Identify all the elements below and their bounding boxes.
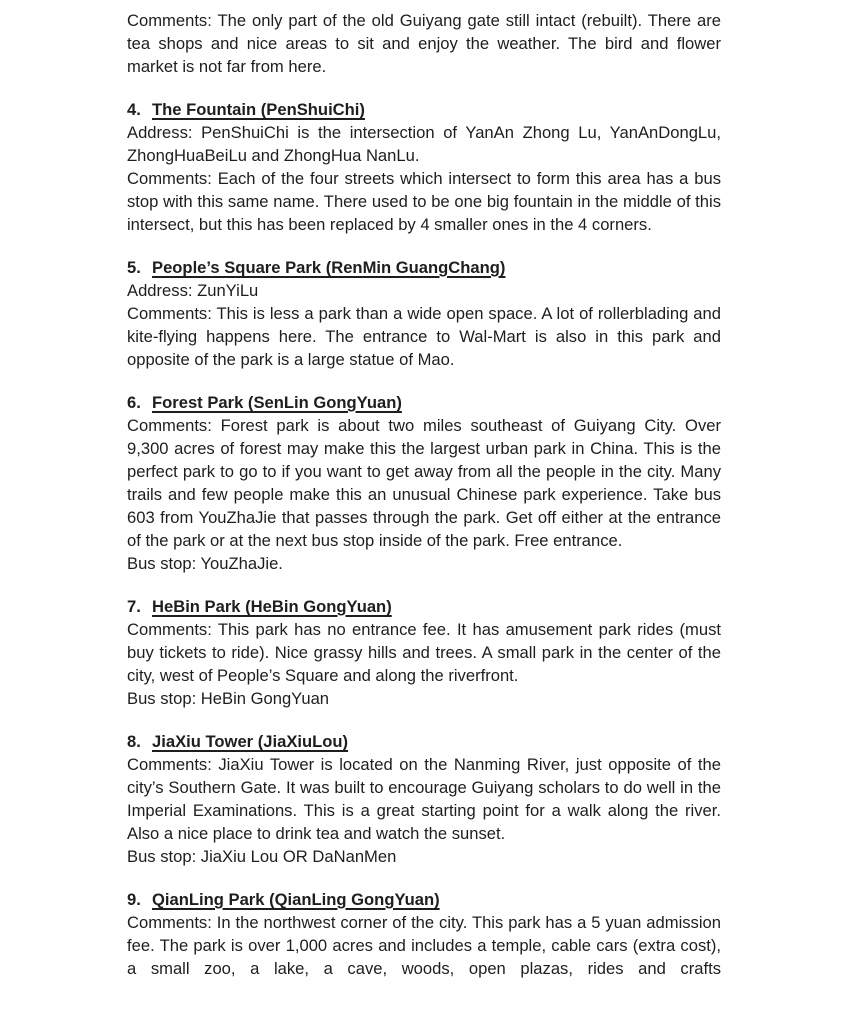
section-title: Forest Park (SenLin GongYuan)	[152, 393, 402, 412]
comments-paragraph: Comments: This park has no entrance fee. It has amusement park rides (must buy tickets to ride). Nice grassy hills and trees. A small park in the center of the city, west of People’s Square and along the riverfront.	[127, 620, 721, 685]
section-forest-park	[127, 391, 721, 575]
section-heading	[127, 391, 721, 414]
bus-stop-line: Bus stop: HeBin GongYuan	[127, 689, 330, 708]
section-title: HeBin Park (HeBin GongYuan)	[152, 597, 392, 616]
section-qianling-park	[127, 888, 721, 980]
comments-paragraph: Comments: Forest park is about two miles southeast of Guiyang City. Over 9,300 acres of forest may make this the largest urban park in China. This is the perfect park to go to if you want to get away from all the people in the city. Many trails and few people make this an unusual Chinese park experience. Take bus 603 from YouZhaJie that passes through the park. Get off either at the entrance of the park or at the next bus stop inside of the park. Free entrance.	[127, 416, 721, 550]
address-line: Address: ZunYiLu	[127, 281, 259, 300]
section-number: 9.	[127, 890, 141, 909]
section-hebin-park	[127, 595, 721, 710]
comments-paragraph: Comments: Each of the four streets which intersect to form this area has a bus stop with this same name. There used to be one big fountain in the middle of this intersect, but this has been replaced by 4 smaller ones in the 4 corners.	[127, 169, 721, 234]
comments-paragraph: Comments: In the northwest corner of the city. This park has a 5 yuan admission fee. The park is over 1,000 acres and includes a temple, cable cars (extra cost), a small zoo, a lake, a cave, woods, open plazas, rides and crafts	[127, 913, 721, 978]
section-the-fountain	[127, 98, 721, 236]
address-line: Address: PenShuiChi is the intersection of YanAn Zhong Lu, YanAnDongLu, ZhongHuaBeiLu and ZhongHua NanLu.	[127, 123, 721, 165]
section-heading	[127, 730, 721, 753]
bus-stop-line: Bus stop: YouZhaJie.	[127, 554, 283, 573]
section-number: 8.	[127, 732, 141, 751]
comments-paragraph: Comments: This is less a park than a wide open space. A lot of rollerblading and kite-flying happens here. The entrance to Wal-Mart is also in this park and opposite of the park is a large statue of Mao.	[127, 304, 721, 369]
section-title: People’s Square Park (RenMin GuangChang)	[152, 258, 506, 277]
section-heading	[127, 256, 721, 279]
comments-paragraph: Comments: JiaXiu Tower is located on the Nanming River, just opposite of the city’s Southern Gate. It was built to encourage Guiyang scholars to do well in the Imperial Examinations. This is a great starting point for a walk along the river. Also a nice place to drink tea and watch the sunset.	[127, 755, 721, 843]
section-peoples-square-park	[127, 256, 721, 371]
bus-stop-line: Bus stop: JiaXiu Lou OR DaNanMen	[127, 847, 397, 866]
intro-comments-paragraph: Comments: The only part of the old Guiyang gate still intact (rebuilt). There are tea shops and nice areas to sit and enjoy the weather. The bird and flower market is not far from here.	[127, 11, 721, 76]
section-heading	[127, 888, 721, 911]
section-number: 5.	[127, 258, 141, 277]
section-title: The Fountain (PenShuiChi)	[152, 100, 365, 119]
section-number: 6.	[127, 393, 141, 412]
section-title: JiaXiu Tower (JiaXiuLou)	[152, 732, 349, 751]
section-number: 4.	[127, 100, 141, 119]
section-heading	[127, 98, 721, 121]
section-title: QianLing Park (QianLing GongYuan)	[152, 890, 440, 909]
section-number: 7.	[127, 597, 141, 616]
section-jiaxiu-tower	[127, 730, 721, 868]
section-heading	[127, 595, 721, 618]
